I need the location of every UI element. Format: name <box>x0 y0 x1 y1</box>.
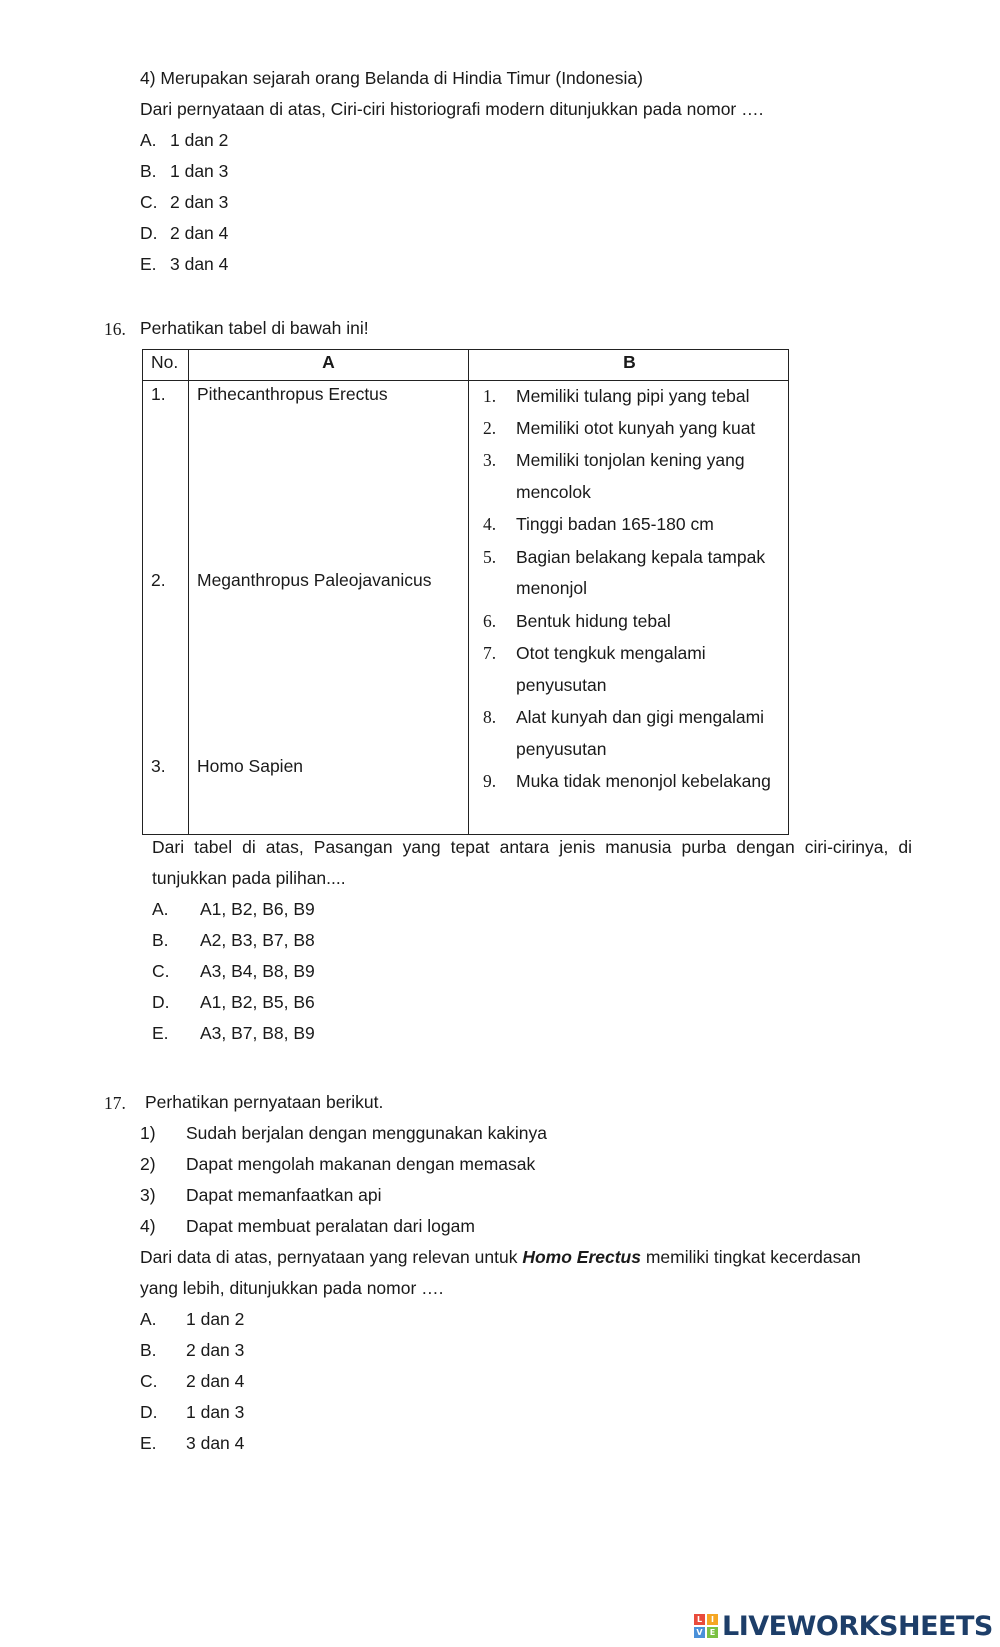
q17-statement: 4) Dapat membuat peralatan dari logam <box>140 1216 475 1236</box>
table-b-item-text: Bagian belakang kepala tampak <box>516 547 766 567</box>
table-header-no: No. <box>151 352 179 372</box>
q17-option-d[interactable]: D. 1 dan 3 <box>140 1402 245 1422</box>
table-header-divider <box>143 380 788 381</box>
table-b-item-text: Memiliki tulang pipi yang tebal <box>516 386 750 406</box>
liveworksheets-logo <box>694 1610 993 1642</box>
q15-option-a[interactable]: A. 1 dan 2 <box>140 130 229 150</box>
homo-erectus-emphasis: Homo Erectus <box>522 1247 641 1267</box>
q16-question-line2: tunjukkan pada pilihan.... <box>152 868 346 888</box>
table-b-item-text: Otot tengkuk mengalami <box>516 643 706 663</box>
table-row-a3-name: Homo Sapien <box>197 756 304 776</box>
table-b-item-num: 5. <box>483 547 497 567</box>
table-b-item-num: 3. <box>483 450 497 470</box>
table-row-a3-no: 3. <box>151 756 166 776</box>
table-b-item-text: Tinggi badan 165-180 cm <box>516 514 714 534</box>
table-b-item-text-cont: mencolok <box>516 482 591 502</box>
q17-statement: 1) Sudah berjalan dengan menggunakan kakinya <box>140 1123 547 1143</box>
q17-option-c[interactable]: C. 2 dan 4 <box>140 1371 245 1391</box>
table-b-item-text-cont: menonjol <box>516 578 588 598</box>
q17-statement: 3) Dapat memanfaatkan api <box>140 1185 382 1205</box>
q16-question-line1: Dari tabel di atas, Pasangan yang tepat antara jenis manusia purba dengan ciri-cirinya, di <box>152 837 912 857</box>
q17-prompt: Perhatikan pernyataan berikut. <box>145 1092 384 1112</box>
table-b-item-text-cont: penyusutan <box>516 675 607 695</box>
q15-option-d[interactable]: D. 2 dan 4 <box>140 223 229 243</box>
table-b-item-num: 9. <box>483 771 497 791</box>
table-row-a1-name: Pithecanthropus Erectus <box>197 384 388 404</box>
q16-option-d[interactable]: D. A1, B2, B5, B6 <box>152 992 315 1012</box>
q15-statement-4: 4) Merupakan sejarah orang Belanda di Hindia Timur (Indonesia) <box>140 68 643 88</box>
q15-question: Dari pernyataan di atas, Ciri-ciri historiografi modern ditunjukkan pada nomor …. <box>140 99 764 119</box>
q15-option-c[interactable]: C. 2 dan 3 <box>140 192 229 212</box>
logo-mark: L I V E <box>694 1614 718 1638</box>
table-divider <box>468 350 469 834</box>
q16-option-c[interactable]: C. A3, B4, B8, B9 <box>152 961 315 981</box>
table-row-a1-no: 1. <box>151 384 166 404</box>
table-b-item-num: 1. <box>483 386 497 406</box>
table-b-item-text: Alat kunyah dan gigi mengalami <box>516 707 765 727</box>
table-row-a2-no: 2. <box>151 570 166 590</box>
table-row-a2-name: Meganthropus Paleojavanicus <box>197 570 432 590</box>
q17-option-b[interactable]: B. 2 dan 3 <box>140 1340 245 1360</box>
table-b-item-text: Memiliki tonjolan kening yang <box>516 450 745 470</box>
q17-statement: 2) Dapat mengolah makanan dengan memasak <box>140 1154 536 1174</box>
q16-option-b[interactable]: B. A2, B3, B7, B8 <box>152 930 315 950</box>
table-b-item-text-cont: penyusutan <box>516 739 607 759</box>
table-b-item-num: 2. <box>483 418 497 438</box>
q16-number: 16. <box>104 319 126 339</box>
table-b-item-num: 8. <box>483 707 497 727</box>
table-header-b: B <box>623 352 636 372</box>
table-b-item-text: Bentuk hidung tebal <box>516 611 671 631</box>
table-divider <box>188 350 189 834</box>
table-b-item-text: Memiliki otot kunyah yang kuat <box>516 418 756 438</box>
q17-question-line1: Dari data di atas, pernyataan yang relevan untuk Homo Erectus memiliki tingkat kecerdasan <box>140 1247 861 1267</box>
q16-option-a[interactable]: A. A1, B2, B6, B9 <box>152 899 315 919</box>
table-b-item-num: 7. <box>483 643 497 663</box>
table-b-item-num: 6. <box>483 611 497 631</box>
q16-prompt: Perhatikan tabel di bawah ini! <box>140 318 369 338</box>
q17-option-a[interactable]: A. 1 dan 2 <box>140 1309 245 1329</box>
table-header-a: A <box>322 352 335 372</box>
table-b-item-text: Muka tidak menonjol kebelakang <box>516 771 771 791</box>
q17-number: 17. <box>104 1093 126 1113</box>
q16-table <box>142 349 789 835</box>
q17-question-line2: yang lebih, ditunjukkan pada nomor …. <box>140 1278 444 1298</box>
logo-text: LIVEWORKSHEETS <box>722 1610 993 1642</box>
q15-option-b[interactable]: B. 1 dan 3 <box>140 161 229 181</box>
table-b-item-num: 4. <box>483 514 497 534</box>
q15-option-e[interactable]: E. 3 dan 4 <box>140 254 229 274</box>
q16-option-e[interactable]: E. A3, B7, B8, B9 <box>152 1023 315 1043</box>
q17-option-e[interactable]: E. 3 dan 4 <box>140 1433 245 1453</box>
